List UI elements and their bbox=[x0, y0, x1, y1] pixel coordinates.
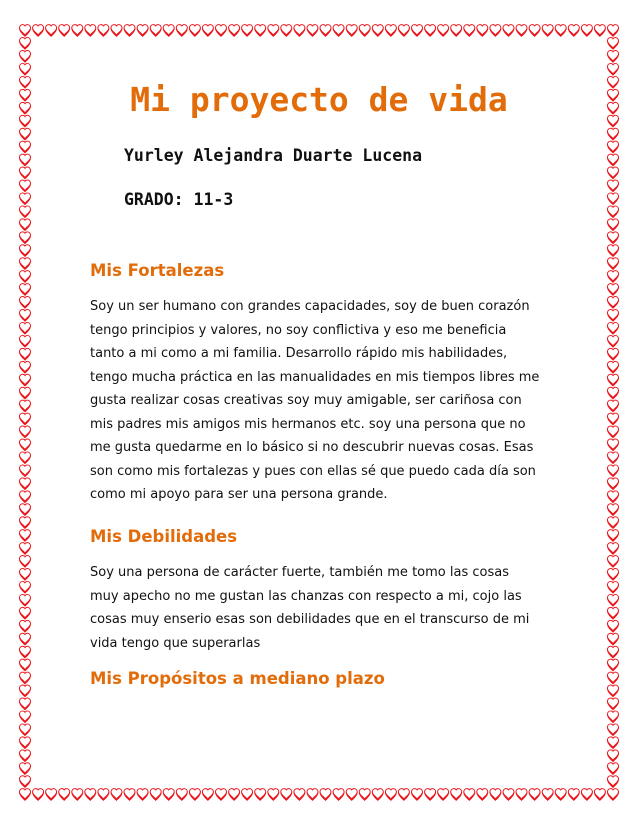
grade-label: GRADO: 11-3 bbox=[124, 190, 234, 209]
paragraph-line: tengo mucha práctica en las manualidades en mis tiempos libres me bbox=[90, 369, 540, 385]
section-body-fortalezas bbox=[90, 295, 560, 507]
paragraph-line: tanto a mi como a mi familia. Desarrollo rápido mis habilidades, bbox=[90, 346, 508, 361]
page-title: Mi proyecto de vida bbox=[130, 80, 508, 119]
paragraph-line: tengo principios y valores, no soy conflictiva y eso me beneficia bbox=[90, 322, 507, 338]
section-heading-fortalezas: Mis Fortalezas bbox=[90, 261, 225, 280]
section-heading-propositos: Mis Propósitos a mediano plazo bbox=[90, 669, 385, 688]
paragraph-line: vida tengo que superarlas bbox=[90, 635, 261, 651]
paragraph-line: cosas muy enserio esas son debilidades que en el transcurso de mi bbox=[90, 612, 530, 627]
paragraph-line: muy apecho no me gustan las chanzas con respecto a mi, cojo las bbox=[90, 588, 522, 604]
author-name: Yurley Alejandra Duarte Lucena bbox=[124, 146, 423, 165]
paragraph-line: como mi apoyo para ser una persona grande. bbox=[90, 487, 388, 502]
section-heading-debilidades: Mis Debilidades bbox=[90, 527, 238, 546]
paragraph-line: me gusta quedarme en lo básico si no descubrir nuevas cosas. Esas bbox=[90, 440, 534, 455]
paragraph-line: Soy una persona de carácter fuerte, también me tomo las cosas bbox=[90, 565, 509, 580]
paragraph-line: Soy un ser humano con grandes capacidades, soy de buen corazón bbox=[90, 299, 530, 314]
paragraph-line: gusta realizar cosas creativas soy muy amigable, ser cariñosa con bbox=[90, 393, 522, 408]
paragraph-line: mis padres mis amigos mis hermanos etc. soy una persona que no bbox=[90, 416, 526, 432]
section-body-debilidades bbox=[90, 561, 560, 655]
paragraph-line: son como mis fortalezas y pues con ellas sé que puedo cada día son bbox=[90, 463, 536, 479]
